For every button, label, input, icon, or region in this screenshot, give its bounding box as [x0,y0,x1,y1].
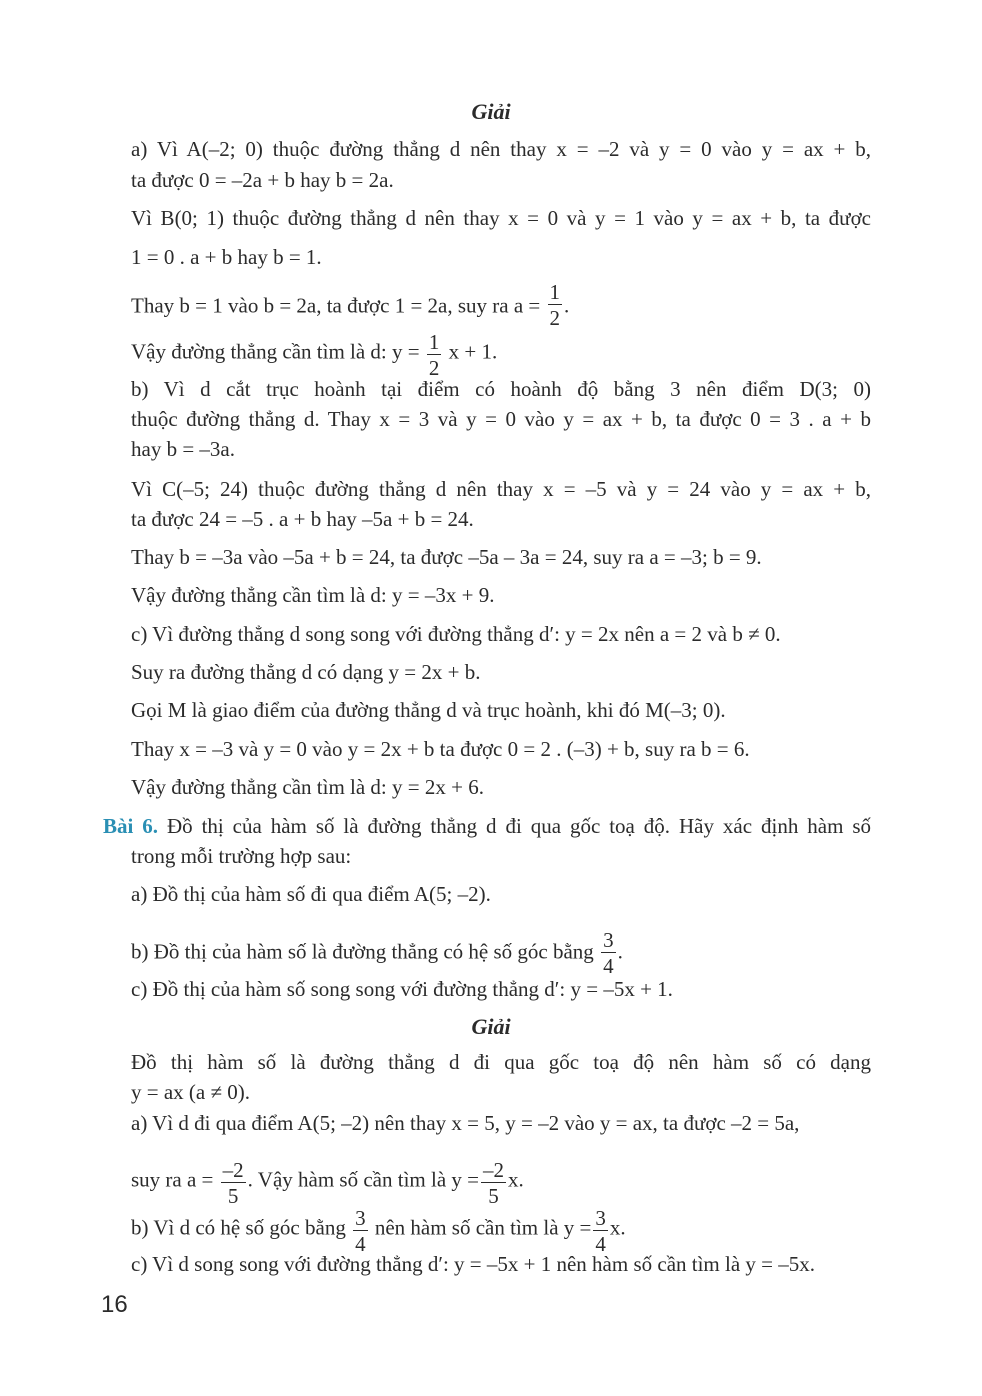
solution-line-fraction [131,328,871,379]
solution-heading: Giải [471,99,511,124]
text-segment: b) Đồ thị của hàm số là đường thẳng có hệ số góc bằng [131,939,594,964]
solution-line-fraction [131,1156,871,1207]
solution-line: a) Vì d đi qua điểm A(5; –2) nên thay x = 5, y = –2 vào y = ax, ta được –2 = 5a, [131,1111,800,1135]
text-segment: Đồ thị của hàm số là đường thẳng d đi qua gốc toạ độ. Hãy xác định hàm số [166,814,872,838]
text-segment: Thay b = 1 vào b = 2a, ta được 1 = 2a, suy ra a = [131,293,541,318]
solution-line: b) Vì d cắt trục hoành tại điểm có hoành độ bằng 3 nên điểm D(3; 0) [131,377,871,401]
solution-line: Vì C(–5; 24) thuộc đường thẳng d nên thay x = –5 và y = 24 vào y = ax + b, [131,477,871,501]
solution-line-fraction [131,282,871,333]
solution-heading: Giải [471,1014,511,1039]
exercise-line: a) Đồ thị của hàm số đi qua điểm A(5; –2). [131,882,491,906]
fraction-denominator: 4 [355,1232,366,1256]
solution-line: a) Vì A(–2; 0) thuộc đường thẳng d nên thay x = –2 và y = 0 vào y = ax + b, [131,137,871,161]
fraction [548,280,563,331]
solution-line: c) Vì d song song với đường thẳng d′: y = –5x + 1 nên hàm số cần tìm là y = –5x. [131,1252,816,1276]
fraction [427,330,442,381]
solution-line: y = ax (a ≠ 0). [131,1080,250,1104]
solution-line: Thay x = –3 và y = 0 vào y = 2x + b ta được 0 = 2 . (–3) + b, suy ra b = 6. [131,737,750,761]
text-segment: . [617,939,623,964]
fraction-numerator: 3 [603,928,614,952]
solution-line: c) Vì đường thẳng d song song với đường thẳng d′: y = 2x nên a = 2 và b ≠ 0. [131,622,781,646]
text-segment: nên hàm số cần tìm là y = [374,1215,592,1240]
text-segment: x. [609,1215,626,1240]
solution-line: Vậy đường thẳng cần tìm là d: y = 2x + 6. [131,775,484,799]
text-segment: x. [507,1167,524,1192]
text-segment: . [564,293,570,318]
solution-line: ta được 24 = –5 . a + b hay –5a + b = 24. [131,507,474,531]
fraction-numerator: 3 [355,1206,366,1230]
fraction [593,1206,608,1257]
exercise-line: c) Đồ thị của hàm số song song với đường thẳng d′: y = –5x + 1. [131,977,673,1001]
fraction-numerator: 1 [428,330,440,354]
fraction [481,1158,506,1209]
text-segment: . Vậy hàm số cần tìm là y = [247,1167,479,1192]
exercise-line: trong mỗi trường hợp sau: [131,844,352,868]
solution-line: ta được 0 = –2a + b hay b = 2a. [131,168,394,192]
solution-line: Đồ thị hàm số là đường thẳng d đi qua gốc toạ độ nên hàm số có dạng [131,1050,871,1074]
fraction-denominator: 2 [428,356,440,380]
fraction-numerator: 3 [595,1206,606,1230]
text-segment: x + 1. [448,339,498,364]
solution-line: thuộc đường thẳng d. Thay x = 3 và y = 0 vào y = ax + b, ta được 0 = 3 . a + b [131,407,871,431]
exercise-6-statement [103,813,871,839]
fraction-numerator: 1 [549,280,561,304]
fraction-numerator: –2 [222,1158,244,1182]
fraction-denominator: 5 [488,1184,499,1208]
fraction [353,1206,368,1257]
fraction-denominator: 2 [549,306,561,330]
solution-line: Thay b = –3a vào –5a + b = 24, ta được –5a – 3a = 24, suy ra a = –3; b = 9. [131,545,762,569]
solution-line: Vì B(0; 1) thuộc đường thẳng d nên thay x = 0 và y = 1 vào y = ax + b, ta được [131,206,871,230]
solution-line: 1 = 0 . a + b hay b = 1. [131,245,322,269]
solution-line-fraction [131,1204,871,1255]
solution-line: Suy ra đường thẳng d có dạng y = 2x + b. [131,660,481,684]
fraction [601,928,616,979]
fraction-denominator: 4 [595,1232,606,1256]
exercise-line-fraction [131,928,871,979]
text-segment: b) Vì d có hệ số góc bằng [131,1215,346,1240]
solution-line: hay b = –3a. [131,437,235,461]
fraction-denominator: 5 [227,1184,239,1208]
page-number: 16 [101,1291,128,1318]
exercise-label: Bài 6. [103,814,159,838]
text-segment: Vậy đường thẳng cần tìm là d: y = [131,339,420,364]
fraction [221,1158,246,1209]
solution-line: Vậy đường thẳng cần tìm là d: y = –3x + 9. [131,583,495,607]
text-segment: suy ra a = [131,1167,214,1192]
fraction-numerator: –2 [482,1158,504,1182]
solution-line: Gọi M là giao điểm của đường thẳng d và trục hoành, khi đó M(–3; 0). [131,698,726,722]
fraction-denominator: 4 [603,954,614,978]
